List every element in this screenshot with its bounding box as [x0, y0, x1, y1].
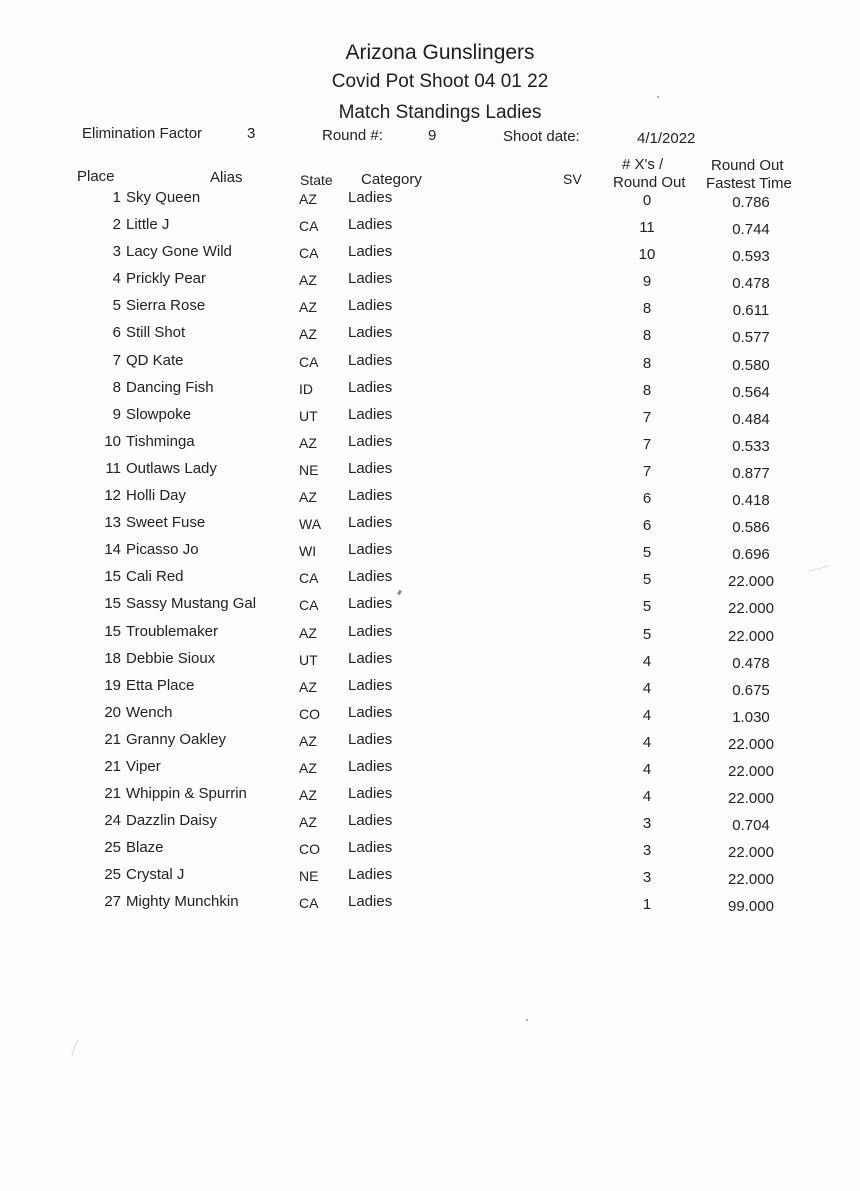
xs-round-out-cell: 4 [642, 679, 652, 697]
alias-cell: Little J [126, 216, 170, 234]
xs-round-out-cell: 6 [642, 490, 652, 508]
xs-round-out-cell: 6 [642, 517, 652, 535]
round-label: Round #: [322, 127, 383, 144]
table-row [0, 568, 860, 595]
xs-round-out-cell: 1 [642, 896, 652, 914]
category-cell: Ladies [348, 297, 393, 315]
fastest-time-cell: 0.675 [732, 681, 770, 699]
alias-cell: Sky Queen [126, 189, 201, 206]
table-row [0, 352, 860, 379]
fastest-time-cell: 0.586 [732, 519, 770, 537]
alias-cell: Granny Oakley [126, 730, 227, 748]
xs-header-line2: Round Out [613, 174, 686, 191]
fastest-time-cell: 0.484 [732, 410, 770, 428]
fastest-time-cell: 22.000 [728, 600, 774, 618]
scan-speck [71, 1040, 77, 1055]
table-row [0, 812, 860, 839]
alias-cell: Prickly Pear [126, 270, 207, 288]
alias-cell: Dazzlin Daisy [126, 812, 217, 830]
table-row [0, 433, 860, 460]
fastest-time-cell: 0.533 [732, 437, 770, 455]
xs-round-out-cell: 4 [642, 652, 652, 670]
fastest-time-cell: 22.000 [728, 573, 774, 591]
table-row [0, 866, 860, 893]
fastest-time-cell: 0.704 [732, 817, 770, 835]
xs-round-out-cell: 10 [638, 246, 656, 264]
table-row [0, 731, 860, 758]
xs-round-out-cell: 4 [642, 760, 652, 778]
alias-cell: Etta Place [126, 676, 195, 694]
place-cell: 1 [112, 189, 121, 206]
table-row [0, 324, 860, 351]
fastest-time-cell: 0.478 [732, 275, 770, 293]
alias-cell: Tishminga [126, 432, 195, 450]
category-cell: Ladies [348, 839, 393, 857]
state-cell: CA [299, 597, 319, 614]
xs-round-out-cell: 3 [642, 869, 652, 887]
fastest-time-cell: 22.000 [728, 735, 774, 753]
state-cell: AZ [299, 678, 317, 695]
state-cell: CA [299, 353, 319, 370]
state-cell: AZ [299, 489, 317, 506]
state-cell: UT [299, 407, 318, 424]
category-cell: Ladies [348, 514, 393, 532]
standings-title: Match Standings Ladies [338, 102, 542, 123]
state-cell: AZ [299, 191, 317, 207]
place-cell: 12 [104, 487, 121, 505]
alias-cell: Mighty Munchkin [126, 893, 239, 911]
place-cell: 18 [104, 649, 121, 667]
category-cell: Ladies [348, 757, 393, 775]
state-cell: AZ [299, 732, 317, 749]
xs-round-out-cell: 7 [642, 408, 652, 426]
alias-cell: Cali Red [126, 568, 184, 586]
table-row [0, 514, 860, 541]
place-cell: 13 [104, 514, 121, 532]
category-cell: Ladies [348, 378, 393, 396]
place-cell: 15 [104, 595, 121, 613]
category-cell: Ladies [348, 812, 393, 830]
category-header: Category [361, 171, 422, 188]
state-cell: AZ [299, 759, 317, 776]
category-cell: Ladies [348, 459, 393, 477]
table-row [0, 270, 860, 297]
category-cell: Ladies [348, 189, 393, 206]
round-value: 9 [428, 127, 437, 144]
xs-round-out-cell: 8 [642, 300, 652, 318]
place-cell: 6 [112, 324, 121, 342]
xs-round-out-cell: 8 [642, 381, 652, 399]
table-row [0, 216, 860, 243]
xs-round-out-cell: 3 [642, 842, 652, 860]
category-cell: Ladies [348, 730, 393, 748]
place-cell: 19 [104, 676, 121, 694]
shoot-date-value: 4/1/2022 [637, 130, 696, 147]
fastest-time-cell: 22.000 [728, 762, 774, 780]
place-cell: 10 [104, 432, 121, 450]
table-row [0, 379, 860, 406]
category-cell: Ladies [348, 216, 393, 234]
scan-speck [657, 96, 659, 98]
state-header: State [300, 172, 333, 188]
category-cell: Ladies [348, 351, 393, 369]
category-cell: Ladies [348, 568, 393, 586]
alias-cell: Troublemaker [126, 622, 218, 640]
place-cell: 7 [112, 351, 121, 369]
category-cell: Ladies [348, 405, 393, 423]
place-cell: 11 [105, 459, 121, 477]
category-cell: Ladies [348, 541, 393, 559]
fastest-time-cell: 0.577 [732, 329, 770, 347]
fastest-time-cell: 22.000 [728, 790, 774, 808]
table-row [0, 406, 860, 433]
state-cell: CA [299, 895, 319, 912]
xs-round-out-cell: 9 [642, 273, 652, 291]
state-cell: NE [299, 461, 319, 478]
category-cell: Ladies [348, 676, 393, 694]
place-header: Place [77, 168, 115, 185]
category-cell: Ladies [348, 785, 393, 803]
place-cell: 21 [104, 730, 121, 748]
alias-cell: Whippin & Spurrin [126, 785, 247, 803]
table-row [0, 297, 860, 324]
state-cell: NE [299, 868, 319, 885]
place-cell: 20 [104, 703, 121, 721]
place-cell: 21 [104, 785, 121, 803]
xs-round-out-cell: 8 [642, 327, 652, 345]
alias-cell: Blaze [126, 839, 164, 857]
xs-round-out-cell: 3 [642, 815, 652, 833]
fastest-time-cell: 22.000 [728, 844, 774, 862]
place-cell: 9 [112, 405, 121, 423]
table-row [0, 704, 860, 731]
state-cell: AZ [299, 326, 317, 343]
fastest-time-cell: 0.786 [732, 194, 770, 211]
alias-header: Alias [210, 169, 243, 186]
table-row [0, 243, 860, 270]
fastest-time-cell: 0.696 [732, 546, 770, 564]
category-cell: Ladies [348, 893, 393, 911]
place-cell: 5 [112, 297, 121, 315]
state-cell: UT [299, 651, 318, 668]
place-cell: 27 [104, 893, 121, 911]
xs-round-out-cell: 0 [642, 192, 652, 209]
place-cell: 15 [104, 568, 121, 586]
category-cell: Ladies [348, 649, 393, 667]
table-row [0, 487, 860, 514]
elimination-factor-value: 3 [247, 125, 256, 142]
alias-cell: Crystal J [126, 866, 185, 884]
state-cell: AZ [299, 272, 317, 289]
fastest-time-cell: 99.000 [728, 898, 774, 916]
fastest-time-cell: 0.877 [732, 464, 770, 482]
table-row [0, 650, 860, 677]
alias-cell: Viper [126, 757, 161, 775]
category-cell: Ladies [348, 432, 393, 450]
alias-cell: Sassy Mustang Gal [126, 595, 257, 613]
alias-cell: Dancing Fish [126, 378, 214, 396]
club-title: Arizona Gunslingers [345, 41, 535, 64]
xs-round-out-cell: 5 [642, 544, 652, 562]
fastest-time-cell: 22.000 [728, 627, 774, 645]
xs-round-out-cell: 4 [642, 788, 652, 806]
time-header-line1: Round Out [711, 157, 784, 174]
alias-cell: Slowpoke [126, 405, 192, 423]
place-cell: 2 [112, 216, 121, 234]
alias-cell: Outlaws Lady [126, 459, 217, 477]
event-title: Covid Pot Shoot 04 01 22 [331, 71, 549, 92]
place-cell: 3 [112, 243, 121, 261]
state-cell: CO [299, 705, 320, 722]
fastest-time-cell: 0.744 [732, 221, 770, 239]
table-row [0, 785, 860, 812]
state-cell: AZ [299, 624, 317, 641]
state-cell: CO [299, 841, 320, 858]
fastest-time-cell: 1.030 [732, 708, 770, 726]
fastest-time-cell: 0.593 [732, 248, 770, 266]
fastest-time-cell: 0.418 [732, 492, 770, 510]
xs-round-out-cell: 4 [642, 706, 652, 724]
alias-cell: Picasso Jo [126, 541, 199, 559]
elimination-factor-label: Elimination Factor [82, 125, 203, 142]
standings-table [0, 189, 860, 921]
place-cell: 15 [104, 622, 121, 640]
xs-round-out-cell: 11 [639, 219, 655, 237]
fastest-time-cell: 0.564 [732, 383, 770, 401]
place-cell: 24 [104, 812, 121, 830]
place-cell: 21 [104, 757, 121, 775]
xs-round-out-cell: 8 [642, 354, 652, 372]
place-cell: 25 [104, 839, 121, 857]
alias-cell: Holli Day [126, 487, 187, 505]
alias-cell: QD Kate [126, 351, 184, 369]
category-cell: Ladies [348, 703, 393, 721]
category-cell: Ladies [348, 622, 393, 640]
state-cell: CA [299, 570, 319, 587]
alias-cell: Sweet Fuse [126, 514, 206, 532]
scan-speck [526, 1019, 528, 1021]
sv-header: SV [563, 171, 582, 187]
place-cell: 8 [112, 378, 121, 396]
table-row [0, 541, 860, 568]
xs-round-out-cell: 7 [642, 462, 652, 480]
place-cell: 25 [104, 866, 121, 884]
alias-cell: Sierra Rose [126, 297, 206, 315]
place-cell: 4 [112, 270, 121, 288]
category-cell: Ladies [348, 270, 393, 288]
alias-cell: Still Shot [126, 324, 186, 342]
xs-round-out-cell: 5 [642, 625, 652, 643]
xs-header-line1: # X's / [622, 156, 664, 173]
xs-round-out-cell: 5 [642, 571, 652, 589]
category-cell: Ladies [348, 324, 393, 342]
time-header-line2: Fastest Time [706, 175, 792, 192]
table-row [0, 893, 860, 920]
xs-round-out-cell: 5 [642, 598, 652, 616]
category-cell: Ladies [348, 243, 393, 261]
fastest-time-cell: 0.580 [732, 356, 770, 374]
category-cell: Ladies [348, 595, 393, 613]
category-cell: Ladies [348, 866, 393, 884]
state-cell: AZ [299, 814, 317, 831]
state-cell: WA [299, 516, 322, 533]
state-cell: CA [299, 245, 319, 262]
table-row [0, 677, 860, 704]
fastest-time-cell: 22.000 [728, 871, 774, 889]
xs-round-out-cell: 4 [642, 733, 652, 751]
table-row [0, 595, 860, 622]
table-row [0, 758, 860, 785]
alias-cell: Wench [126, 703, 173, 721]
table-row [0, 460, 860, 487]
fastest-time-cell: 0.611 [732, 302, 770, 320]
table-row [0, 839, 860, 866]
xs-round-out-cell: 7 [642, 435, 652, 453]
state-cell: AZ [299, 787, 317, 804]
state-cell: AZ [299, 299, 317, 316]
state-cell: AZ [299, 434, 317, 451]
state-cell: WI [299, 543, 317, 560]
place-cell: 14 [104, 541, 121, 559]
state-cell: CA [299, 218, 319, 235]
fastest-time-cell: 0.478 [732, 654, 770, 672]
table-row [0, 189, 860, 216]
table-row [0, 623, 860, 650]
shoot-date-label: Shoot date: [503, 128, 580, 145]
category-cell: Ladies [348, 487, 393, 505]
alias-cell: Debbie Sioux [126, 649, 216, 667]
state-cell: ID [299, 380, 313, 397]
alias-cell: Lacy Gone Wild [126, 243, 232, 261]
